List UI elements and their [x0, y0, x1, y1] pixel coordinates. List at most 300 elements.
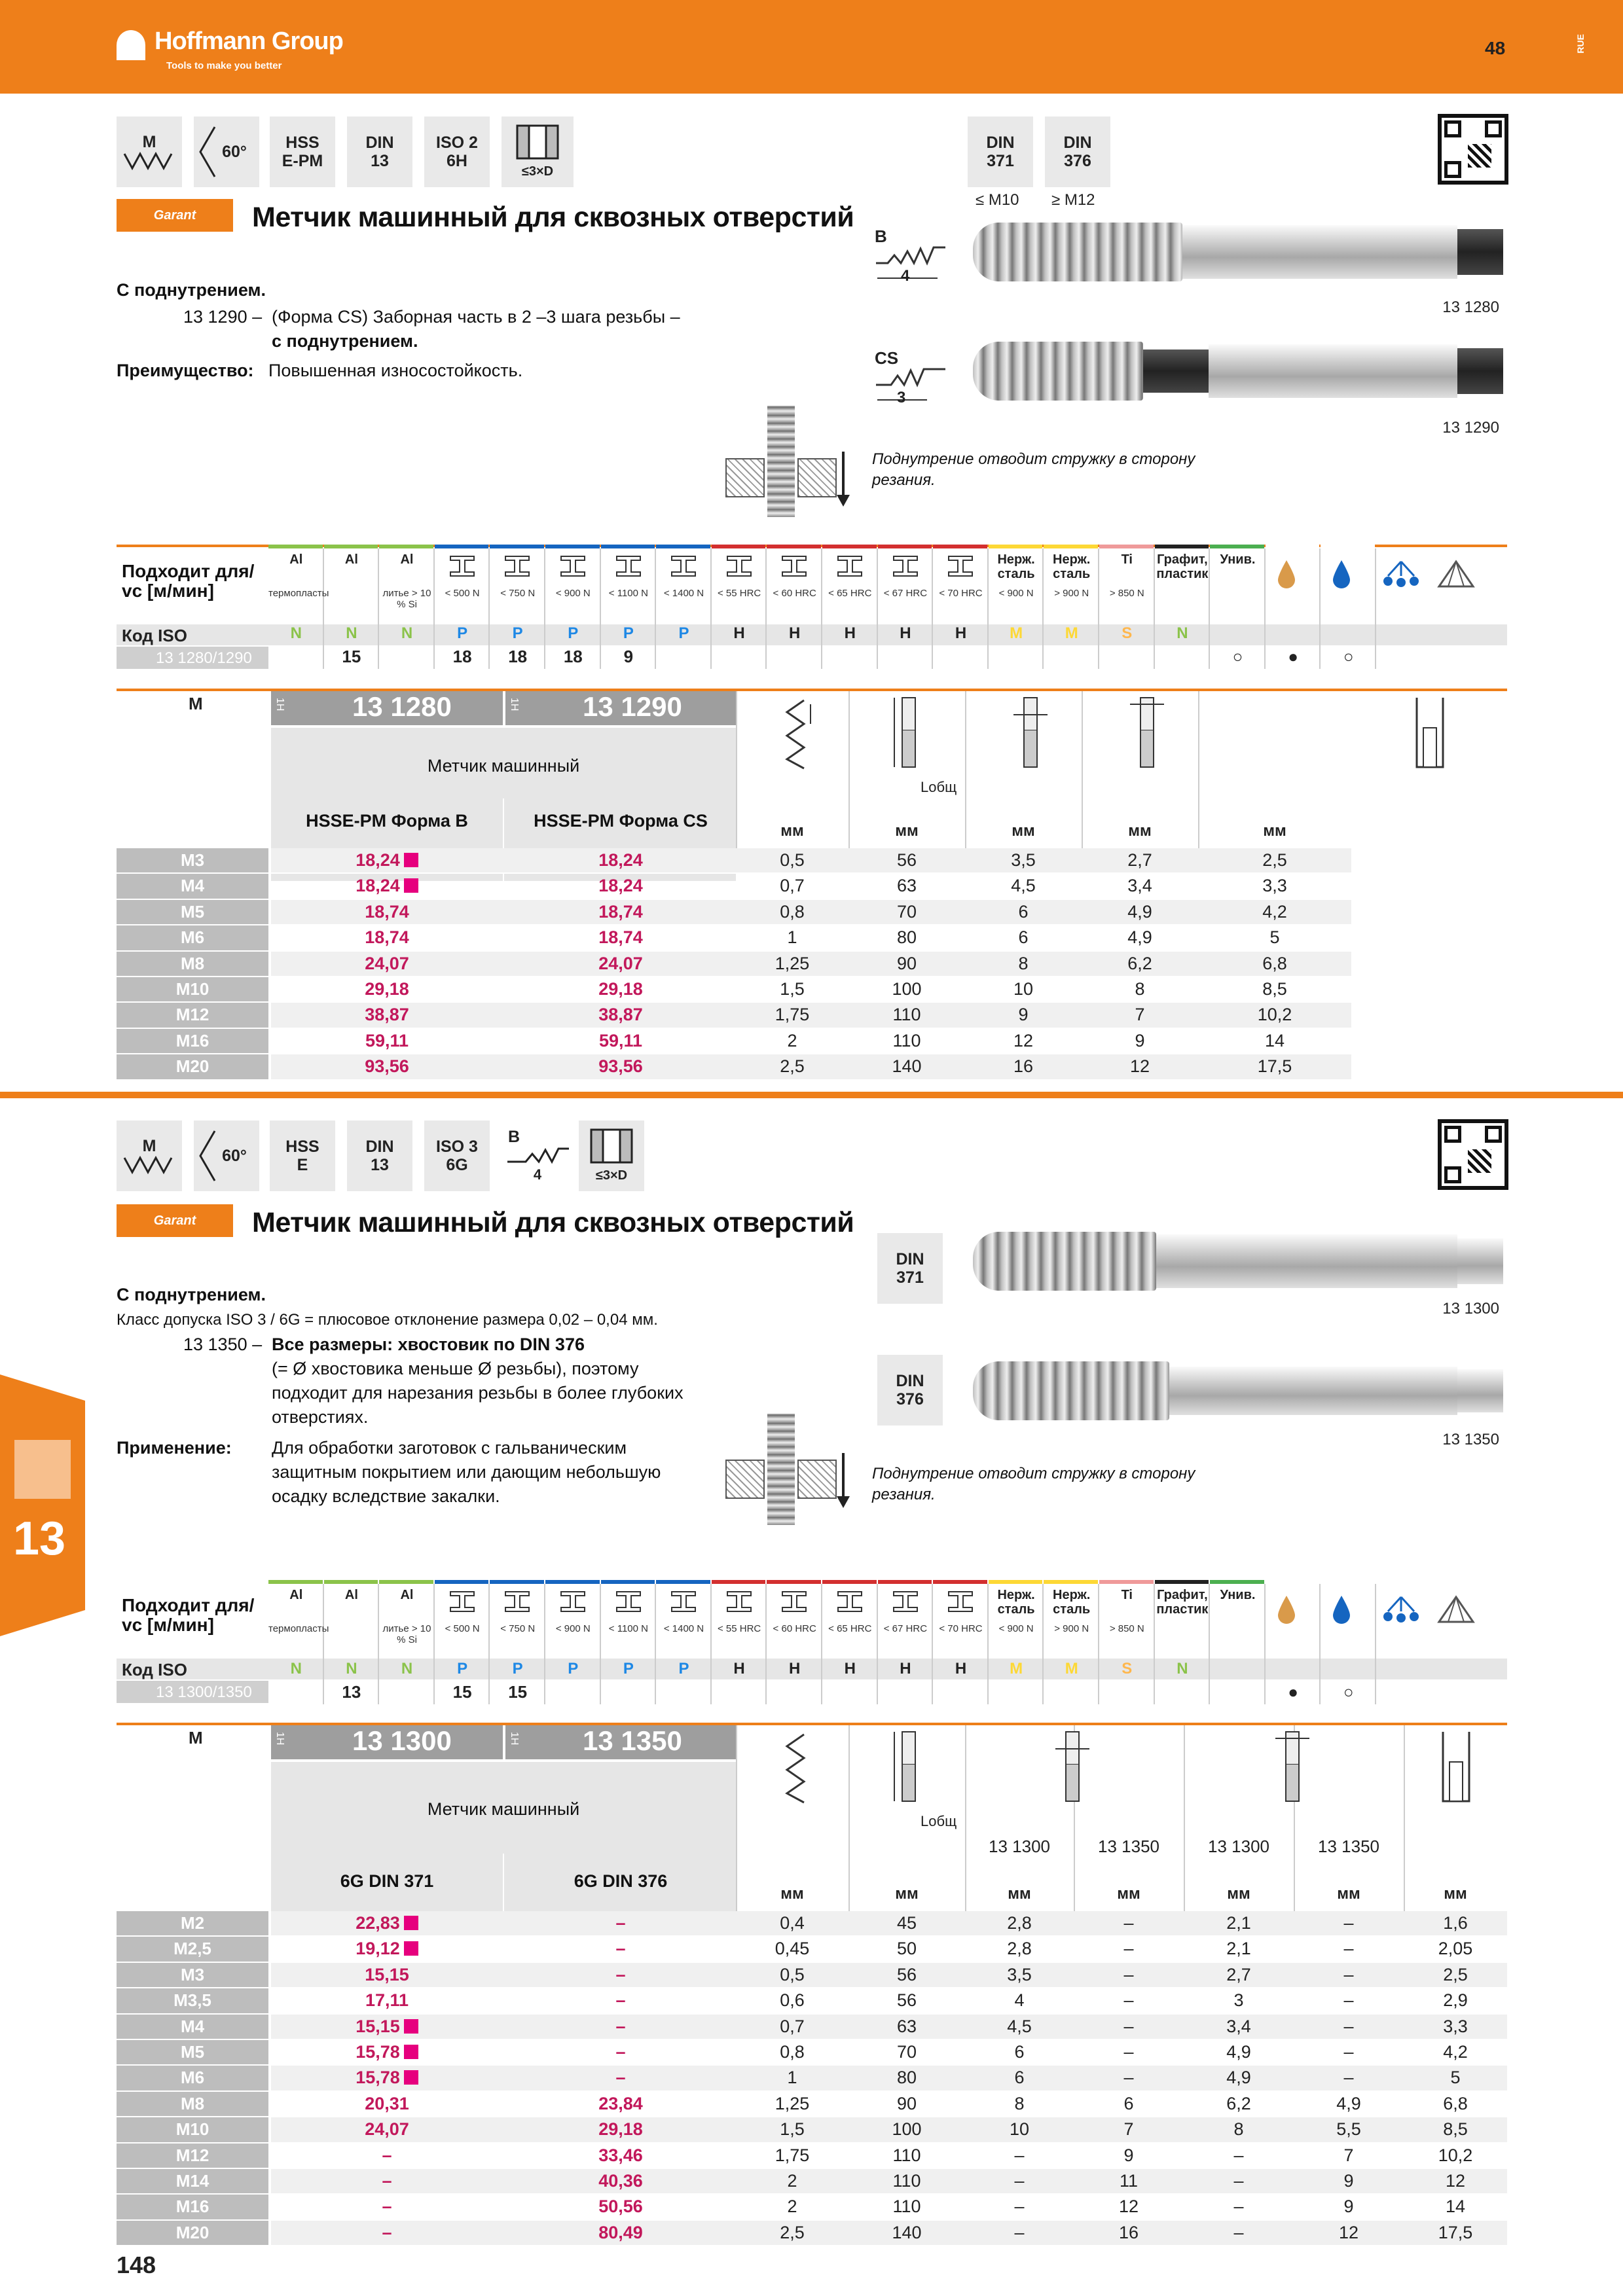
symbol-2: [270, 117, 335, 187]
price-value: –: [382, 2145, 392, 2165]
tap-13-1350-image: [960, 1354, 1504, 1427]
vc-value-3: 15: [452, 1682, 472, 1702]
t1-price-a-0: [271, 848, 503, 872]
stock-marker-icon: [404, 1941, 418, 1956]
t2-dim-2-2: 3,5: [1007, 1964, 1032, 1984]
tolerance-tag-3: 1H: [274, 1732, 285, 1746]
vc-value-4: 15: [508, 1682, 528, 1702]
material-color-bar: [324, 1580, 378, 1584]
price-value: 19,12: [356, 1939, 400, 1959]
t2-dim-1-2: 2,8: [1007, 1939, 1032, 1959]
t2-dim-9-0: 1,75: [775, 2145, 810, 2165]
material-sub-15: > 850 N: [1109, 588, 1144, 599]
iso-code-6: P: [623, 624, 634, 642]
material-color-bar: [545, 545, 600, 548]
t1-dim-1-2: 4,5: [1011, 876, 1036, 896]
advantage-label: Преимущество:: [117, 361, 254, 380]
unit-4: мм: [1227, 1885, 1250, 1903]
t1-dim-6-2: 9: [1018, 1005, 1029, 1025]
group-name-2: Метчик машинный: [427, 1799, 580, 1819]
t2-price-b-0: –: [615, 1913, 626, 1933]
material-color-bar: [1321, 545, 1375, 548]
material-title-16: Графит, пластик: [1156, 1588, 1209, 1617]
t1-size-7: M16: [117, 1029, 268, 1053]
t2-price-a-5: [271, 2040, 503, 2064]
iso-code-4: P: [512, 1660, 523, 1677]
t2-dim-7-5: 4,9: [1336, 2093, 1361, 2113]
iso-code-3: P: [457, 624, 468, 642]
t1-price-b-2: 18,74: [598, 901, 643, 922]
material-sub-10: < 65 HRC: [828, 1623, 872, 1634]
t1-size-3: M6: [117, 925, 268, 950]
t1-dim-1-4: 3,3: [1262, 876, 1287, 896]
material-sub-2: литье > 10 % Si: [382, 588, 431, 610]
t1-dim-3-4: 5: [1269, 927, 1280, 948]
symbol-0: [117, 117, 182, 187]
t2-dim-8-0: 1,5: [780, 2119, 805, 2140]
t1-price-b-4: 24,07: [598, 953, 643, 973]
material-title-13: Нерж. сталь: [997, 1588, 1035, 1617]
t1-dim-3-0: 1: [787, 927, 797, 948]
t2-dim-12-3: 16: [1118, 2222, 1139, 2242]
garant-brand-badge-2: Garant: [117, 1204, 233, 1237]
t2-size-0: M2: [117, 1911, 268, 1935]
symbol-1: [194, 1121, 259, 1191]
tool2-code: 13 1290: [1442, 419, 1499, 437]
material-sub-12: < 70 HRC: [939, 1623, 983, 1634]
chip-flow-diagram-icon-2: [725, 1414, 850, 1545]
t2-dim-7-1: 90: [896, 2093, 917, 2113]
grid-line: [736, 1725, 737, 1911]
price-value: 59,11: [365, 1030, 409, 1050]
vc-value-4: 18: [508, 647, 528, 666]
t2-price-b-3: –: [615, 1990, 626, 2011]
steel-beam-icon: [726, 1590, 752, 1613]
material-sub-11: < 67 HRC: [883, 588, 928, 599]
t1-size-4: M8: [117, 952, 268, 976]
tap-chapter-icon: [14, 1440, 71, 1499]
price-value: 18,24: [356, 850, 400, 870]
t2-dim-7-2: 8: [1014, 2093, 1025, 2113]
form-cs-value: 3: [897, 389, 906, 406]
t1-price-a-1: [271, 874, 503, 898]
material-color-bar: [490, 545, 544, 548]
material-sub-5: < 900 N: [555, 1623, 591, 1634]
t2-dim-2-1: 56: [896, 1964, 917, 1984]
t2-price-a-12: [271, 2221, 503, 2245]
t2-dim-8-4: 8: [1233, 2119, 1244, 2140]
t2-dim-3-5: –: [1343, 1990, 1354, 2011]
grid-line: [1198, 691, 1199, 848]
material-sub-13: < 900 N: [998, 1623, 1034, 1634]
material-sub-9: < 60 HRC: [773, 1623, 816, 1634]
price-value: 15,15: [356, 2016, 400, 2036]
article-code-2: 13 1290: [583, 691, 682, 722]
t1-dim-5-2: 10: [1013, 979, 1034, 999]
material-color-bar: [1155, 545, 1209, 548]
vc-value-1: 13: [342, 1682, 361, 1702]
t2-dim-1-1: 50: [896, 1939, 917, 1959]
t1-dim-7-4: 14: [1264, 1030, 1285, 1050]
total-length-label-2: Lобщ: [921, 1813, 957, 1829]
t2-dim-1-4: 2,1: [1226, 1939, 1251, 1959]
grid-line: [877, 1584, 878, 1704]
unit-5: мм: [1337, 1885, 1360, 1903]
oil-drop-icon: [1277, 1594, 1296, 1624]
iso-code-13: M: [1010, 624, 1023, 642]
t1-dim-7-2: 12: [1013, 1030, 1034, 1050]
iso-code-label: Код ISO: [122, 626, 187, 645]
t1-dim-8-2: 16: [1013, 1056, 1034, 1077]
section-separator: [0, 1092, 1623, 1098]
iso-code-3: P: [457, 1660, 468, 1677]
symbol-label-4: ISO 2 6H: [436, 134, 478, 170]
material-color-bar: [712, 1580, 766, 1584]
t2-dim-6-3: –: [1123, 2068, 1134, 2088]
t2-dim-5-4: 4,9: [1226, 2042, 1251, 2062]
brand-tagline: Tools to make you better: [166, 60, 282, 71]
t2-dim-4-0: 0,7: [780, 2016, 805, 2036]
unit-0: мм: [780, 1885, 804, 1903]
symbol-5: [501, 117, 574, 187]
sub-code-0: 13 1300: [989, 1837, 1050, 1856]
t2-dim-6-6: 5: [1450, 2068, 1461, 2088]
t1-size-2: M5: [117, 900, 268, 924]
t1-dim-3-1: 80: [896, 927, 917, 948]
t1-dim-2-1: 70: [896, 901, 917, 922]
material-color-bar: [1044, 545, 1098, 548]
square-size-icon: [1127, 695, 1167, 774]
t2-dim-0-6: 1,6: [1443, 1913, 1468, 1933]
price-value: 18,74: [365, 901, 409, 922]
qr-code-icon[interactable]: [1438, 114, 1508, 185]
suitable-for-label-2: Подходит для/ vc [м/мин]: [122, 1595, 255, 1635]
price-value: 15,15: [365, 1964, 409, 1984]
t1-dim-0-4: 2,5: [1262, 850, 1287, 870]
unit-2: мм: [1012, 822, 1035, 840]
material-color-bar: [933, 545, 987, 548]
chip-flow-diagram-icon: [725, 399, 850, 530]
vc-value-5: 18: [563, 647, 583, 666]
t2-dim-6-0: 1: [787, 2068, 797, 2088]
price-value: 22,83: [356, 1913, 400, 1933]
hoffmann-logo-icon: [117, 30, 145, 60]
t2-price-b-10: 40,36: [598, 2171, 643, 2191]
material-color-bar: [435, 545, 489, 548]
iso-code-16: N: [1176, 624, 1188, 642]
t1-dim-0-3: 2,7: [1127, 850, 1152, 870]
t2-dim-5-1: 70: [896, 2042, 917, 2062]
t2-dim-3-3: –: [1123, 1990, 1134, 2011]
price-value: 18,74: [365, 927, 409, 948]
material-color-bar: [324, 545, 378, 548]
tolerance-tag-4: 1H: [509, 1732, 520, 1746]
t1-dim-8-1: 140: [892, 1056, 922, 1077]
t1-size-0: M3: [117, 848, 268, 872]
material-sub-14: > 900 N: [1054, 1623, 1089, 1634]
t2-dim-11-2: –: [1014, 2197, 1025, 2217]
desc-line-3: подходит для нарезания резьбы в более глубоких: [272, 1383, 684, 1403]
t2-dim-3-0: 0,6: [780, 1990, 805, 2011]
t2-dim-7-3: 6: [1123, 2093, 1134, 2113]
symbol-2: [270, 1121, 335, 1191]
unit-0: мм: [780, 822, 804, 840]
t1-dim-1-0: 0,7: [780, 876, 805, 896]
t2-dim-2-5: –: [1343, 1964, 1354, 1984]
material-color-bar: [1266, 545, 1320, 548]
t2-dim-4-2: 4,5: [1007, 2016, 1032, 2036]
t2-dim-11-3: 12: [1118, 2197, 1139, 2217]
t1-price-b-7: 59,11: [598, 1030, 643, 1050]
grid-line: [932, 548, 933, 669]
material-color-bar: [1266, 1580, 1320, 1584]
t2-dim-0-2: 2,8: [1007, 1913, 1032, 1933]
chapter-side-tab[interactable]: [0, 1374, 85, 1636]
grid-line: [877, 548, 878, 669]
t2-dim-11-5: 9: [1343, 2197, 1354, 2217]
t2-size-12: M20: [117, 2221, 268, 2245]
unit-3: мм: [1117, 1885, 1140, 1903]
t1-dim-0-2: 3,5: [1011, 850, 1036, 870]
t2-price-b-1: –: [615, 1939, 626, 1959]
t2-dim-11-6: 14: [1445, 2197, 1466, 2217]
iso-code-10: H: [844, 624, 856, 642]
steel-beam-icon: [504, 1590, 530, 1613]
material-color-bar: [878, 545, 932, 548]
t2-size-4: M4: [117, 2015, 268, 2039]
iso-code-12: H: [955, 1660, 967, 1677]
sub-code-3: 13 1350: [1318, 1837, 1379, 1856]
price-value: 24,07: [365, 953, 409, 973]
symbol-label-5: B: [508, 1128, 520, 1146]
t2-dim-9-3: 9: [1123, 2145, 1134, 2165]
t1-price-b-3: 18,74: [598, 927, 643, 948]
steel-beam-icon: [615, 1590, 642, 1613]
t1-dim-7-0: 2: [787, 1030, 797, 1050]
iso-code-1: N: [346, 624, 357, 642]
material-sub-10: < 65 HRC: [828, 588, 872, 599]
variant-col-4: 6G DIN 376: [574, 1871, 668, 1891]
t2-size-3: M3,5: [117, 1988, 268, 2013]
t2-dim-10-4: –: [1233, 2171, 1244, 2191]
material-color-bar: [989, 545, 1043, 548]
t1-dim-4-0: 1,25: [775, 953, 810, 973]
t2-price-a-7: [271, 2092, 503, 2116]
symbol-label-0: M: [142, 133, 156, 151]
application-label: Применение:: [117, 1438, 232, 1458]
chip-flow-note: Поднутрение отводит стружку в сторону резания.: [872, 450, 1195, 489]
material-color-bar: [379, 1580, 433, 1584]
t2-price-b-2: –: [615, 1964, 626, 1984]
price-value: 18,24: [356, 876, 400, 896]
material-title-14: Нерж. сталь: [1053, 552, 1091, 581]
tap-13-1300-image: [960, 1224, 1504, 1297]
variant-col-2: HSSE-PM Форма CS: [534, 811, 708, 831]
qr-code-icon-2[interactable]: [1438, 1119, 1508, 1190]
t2-price-a-0: [271, 1911, 503, 1935]
t2-dim-4-4: 3,4: [1226, 2016, 1251, 2036]
iso-code-14: M: [1065, 1660, 1078, 1677]
material-color-bar: [933, 1580, 987, 1584]
t2-dim-0-0: 0,4: [780, 1913, 805, 1933]
stock-marker-icon: [404, 2019, 418, 2034]
symbol-4: [424, 1121, 490, 1191]
t2-dim-3-2: 4: [1014, 1990, 1025, 2011]
variant-col-1: HSSE-PM Форма B: [306, 811, 468, 831]
symbol-label-1: 60°: [222, 143, 247, 161]
t1-dim-4-3: 6,2: [1127, 953, 1152, 973]
t2-size-6: M6: [117, 2066, 268, 2090]
row-divider: [117, 2245, 1507, 2246]
steel-beam-icon: [781, 1590, 807, 1613]
variant-code: 13 1290 –: [183, 307, 263, 327]
t1-price-b-8: 93,56: [598, 1056, 643, 1077]
t2-dim-5-0: 0,8: [780, 2042, 805, 2062]
grid-line: [600, 1584, 601, 1704]
din-376-caption: ≥ M12: [1051, 191, 1095, 209]
t2-price-b-6: –: [615, 2068, 626, 2088]
material-sub-3: < 500 N: [445, 588, 480, 599]
symbol-label-4: ISO 3 6G: [436, 1138, 478, 1174]
iso-code-0: N: [290, 1660, 302, 1677]
t2-dim-12-0: 2,5: [780, 2222, 805, 2242]
grid-line: [765, 1584, 767, 1704]
steel-beam-icon: [449, 1590, 475, 1613]
t2-dim-7-6: 6,8: [1443, 2093, 1468, 2113]
grid-line: [965, 1725, 966, 1911]
t2-price-a-4: [271, 2015, 503, 2039]
t1-dim-3-3: 4,9: [1127, 927, 1152, 948]
t2-dim-9-4: –: [1233, 2145, 1244, 2165]
din-376-box: DIN 376: [1045, 117, 1110, 187]
tolerance-tag: 1H: [274, 698, 285, 711]
square-size-icon-2: [1273, 1729, 1312, 1808]
material-color-bar: [601, 545, 655, 548]
language-code: RUE: [1575, 34, 1586, 54]
iso-code-10: H: [844, 1660, 856, 1677]
material-color-bar: [1210, 1580, 1264, 1584]
t1-price-a-3: [271, 925, 503, 950]
symbol-label-5: ≤3×D: [521, 164, 554, 179]
t2-dim-10-2: –: [1014, 2171, 1025, 2191]
shank-diameter-icon: [1011, 695, 1050, 774]
t2-size-9: M12: [117, 2144, 268, 2168]
stock-marker-icon: [404, 2045, 418, 2059]
vc-value-18: ●: [1288, 1682, 1298, 1702]
tool1-code: 13 1280: [1442, 298, 1499, 316]
iso-code-11: H: [900, 1660, 911, 1677]
symbol-label-2: HSS E: [285, 1138, 319, 1174]
t2-price-a-2: [271, 1963, 503, 1987]
price-value: 17,11: [365, 1990, 409, 2011]
symbol-0: [117, 1121, 182, 1191]
material-color-bar: [490, 1580, 544, 1584]
material-sub-4: < 750 N: [500, 1623, 536, 1634]
stock-marker-icon: [404, 1916, 418, 1930]
total-length-label: Lобщ: [921, 779, 957, 795]
unit-3: мм: [1128, 822, 1152, 840]
material-color-bar: [1044, 1580, 1098, 1584]
sub-code-1: 13 1350: [1098, 1837, 1159, 1856]
t2-dim-10-1: 110: [892, 2171, 921, 2191]
mist-coolant-icon: [1381, 1594, 1421, 1624]
group-name: Метчик машинный: [427, 756, 580, 776]
material-sub-3: < 500 N: [445, 1623, 480, 1634]
iso-code-2: N: [401, 1660, 413, 1677]
t2-dim-0-5: –: [1343, 1913, 1354, 1933]
material-title-14: Нерж. сталь: [1053, 1588, 1091, 1617]
grid-line: [932, 1584, 933, 1704]
vc-value-19: ○: [1343, 647, 1354, 666]
article-code-3: 13 1300: [352, 1725, 452, 1756]
t1-dim-7-3: 9: [1135, 1030, 1145, 1050]
material-table-1: [117, 545, 1507, 669]
t2-dim-6-2: 6: [1014, 2068, 1025, 2088]
t2-dim-3-1: 56: [896, 1990, 917, 2011]
t2-size-8: M10: [117, 2117, 268, 2142]
steel-beam-icon: [837, 1590, 863, 1613]
material-color-bar: [878, 1580, 932, 1584]
vc-value-19: ○: [1343, 1682, 1354, 1702]
material-sub-5: < 900 N: [555, 588, 591, 599]
vc-value-17: ○: [1232, 647, 1243, 666]
water-drop-icon: [1332, 1594, 1351, 1624]
iso-code-2: N: [401, 624, 413, 642]
material-title-15: Ti: [1121, 1588, 1133, 1602]
vc-value-3: 18: [452, 647, 472, 666]
subtitle: С поднутрением.: [117, 280, 266, 300]
symbol-4: [424, 117, 490, 187]
material-sub-7: < 1400 N: [663, 1623, 704, 1634]
t2-dim-6-4: 4,9: [1226, 2068, 1251, 2088]
t1-dim-1-3: 3,4: [1127, 876, 1152, 896]
material-color-bar: [379, 545, 433, 548]
iso-code-5: P: [568, 1660, 579, 1677]
t2-price-a-3: [271, 1988, 503, 2013]
din-371-box-2: DIN 371: [877, 1233, 943, 1304]
t2-dim-8-3: 7: [1123, 2119, 1134, 2140]
t2-dim-2-0: 0,5: [780, 1964, 805, 1984]
iso-code-8: H: [733, 624, 745, 642]
material-sub-6: < 1100 N: [608, 1623, 648, 1634]
product-table-1: [117, 691, 1507, 1077]
steel-beam-icon: [947, 555, 974, 577]
chip-flow-note-2: Поднутрение отводит стружку в сторону резания.: [872, 1465, 1195, 1503]
t2-dim-1-3: –: [1123, 1939, 1134, 1959]
material-color-bar: [601, 1580, 655, 1584]
iso-code-16: N: [1176, 1660, 1188, 1677]
variant-col-3: 6G DIN 371: [340, 1871, 434, 1891]
material-sub-15: > 850 N: [1109, 1623, 1144, 1634]
oil-drop-icon: [1277, 559, 1296, 589]
t1-price-a-7: [271, 1029, 503, 1053]
chapter-page-number: 48: [1485, 38, 1506, 58]
application-3: осадку вследствие закалки.: [272, 1486, 500, 1506]
t1-dim-3-2: 6: [1018, 927, 1029, 948]
steel-beam-icon: [560, 555, 586, 577]
unit-4: мм: [1263, 822, 1286, 840]
t2-price-a-8: [271, 2117, 503, 2142]
symbol-1: [194, 117, 259, 187]
t2-size-1: M2,5: [117, 1937, 268, 1961]
material-sub-9: < 60 HRC: [773, 588, 816, 599]
t2-dim-8-6: 8,5: [1443, 2119, 1468, 2140]
vc-value-18: ●: [1288, 647, 1298, 666]
price-value: 38,87: [365, 1005, 409, 1025]
steel-beam-icon: [726, 555, 752, 577]
vc-value-6: 9: [623, 647, 634, 666]
material-color-bar: [656, 545, 710, 548]
